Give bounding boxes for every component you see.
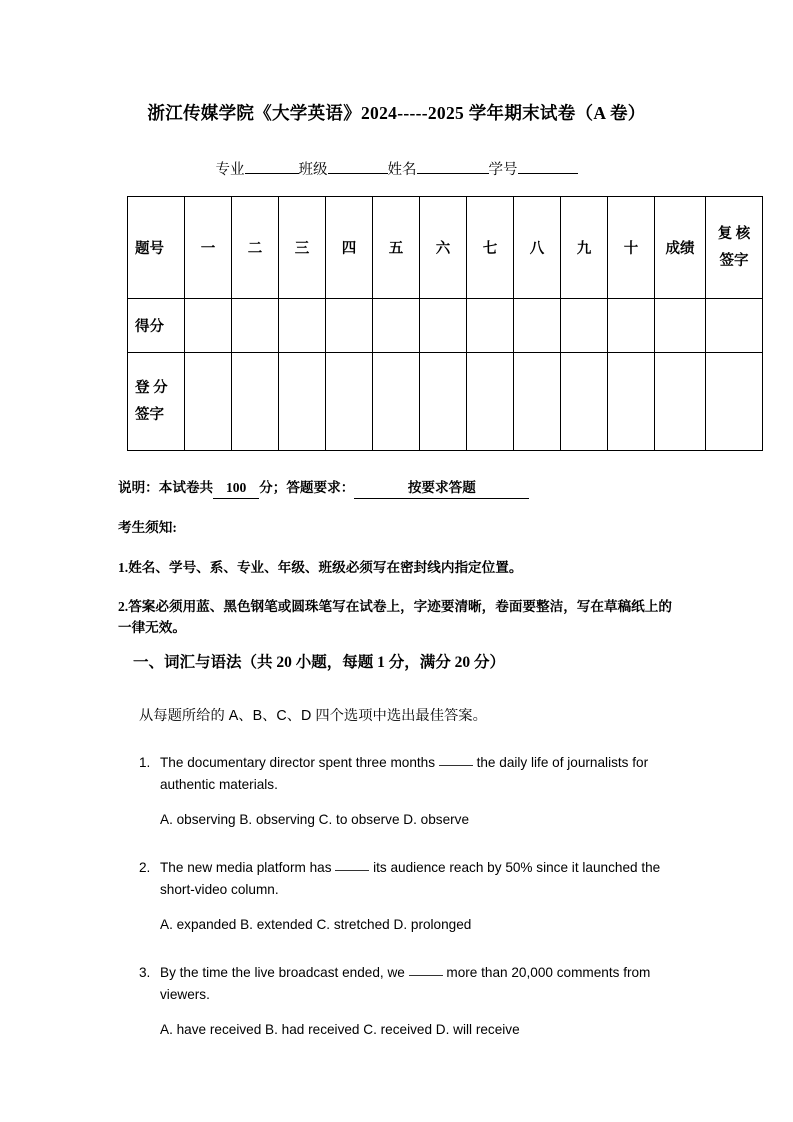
answer-requirement: 按要求答题 bbox=[354, 478, 529, 499]
header-cell-q10: 十 bbox=[608, 197, 655, 299]
section-directive: 从每题所给的 A、B、C、D 四个选项中选出最佳答案。 bbox=[139, 708, 487, 724]
header-cell-q5: 五 bbox=[373, 197, 420, 299]
question-item bbox=[139, 752, 679, 831]
stem-after-blank: more than 20,000 comments from viewers. bbox=[160, 965, 651, 1003]
question-options[interactable]: A. expanded B. extended C. stretched D. prolonged bbox=[160, 917, 472, 933]
section-heading-vocabulary-grammar: 一、词汇与语法（共 20 小题，每题 1 分，满分 20 分） bbox=[133, 654, 506, 671]
notice-item-1: 1.姓名、学号、系、专业、年级、班级必须写在密封线内指定位置。 bbox=[118, 559, 523, 575]
header-cell-q9: 九 bbox=[561, 197, 608, 299]
question-stem bbox=[160, 857, 679, 901]
row-label-score: 得分 bbox=[128, 299, 185, 353]
signature-cell-q9[interactable] bbox=[561, 353, 608, 451]
header-cell-q6: 六 bbox=[420, 197, 467, 299]
score-cell-q8[interactable] bbox=[514, 299, 561, 353]
stem-before-blank: The new media platform has bbox=[160, 860, 336, 876]
signature-cell-q10[interactable] bbox=[608, 353, 655, 451]
score-cell-q7[interactable] bbox=[467, 299, 514, 353]
table-row-header bbox=[128, 197, 763, 299]
blank-student-id[interactable] bbox=[518, 173, 578, 174]
question-item bbox=[139, 857, 679, 936]
header-cell-review-signature bbox=[706, 197, 763, 299]
question-item bbox=[139, 962, 679, 1041]
review-label-line2: 签字 bbox=[719, 252, 749, 269]
header-cell-total: 成绩 bbox=[655, 197, 706, 299]
question-stem bbox=[160, 962, 679, 1006]
score-cell-q5[interactable] bbox=[373, 299, 420, 353]
signature-cell-q2[interactable] bbox=[232, 353, 279, 451]
label-class: 班级 bbox=[298, 162, 328, 178]
signature-cell-total[interactable] bbox=[655, 353, 706, 451]
exam-info-prefix: 说明：本试卷共 bbox=[118, 480, 214, 495]
table-row-signature bbox=[128, 353, 763, 451]
question-number: 3. bbox=[139, 965, 151, 981]
stem-after-blank: its audience reach by 50% since it launched the short-video column. bbox=[160, 860, 661, 898]
review-label-line1: 复 核 bbox=[717, 225, 751, 242]
blank-class[interactable] bbox=[328, 173, 388, 174]
label-major: 专业 bbox=[215, 162, 245, 178]
question-options[interactable]: A. have received B. had received C. received D. will receive bbox=[160, 1022, 520, 1038]
score-cell-q10[interactable] bbox=[608, 299, 655, 353]
question-list bbox=[139, 752, 679, 1041]
answer-blank[interactable] bbox=[409, 975, 443, 976]
score-cell-q9[interactable] bbox=[561, 299, 608, 353]
answer-blank[interactable] bbox=[439, 765, 473, 766]
score-cell-q4[interactable] bbox=[326, 299, 373, 353]
question-options[interactable]: A. observing B. observing C. to observe D. observe bbox=[160, 812, 470, 828]
student-info-line bbox=[0, 158, 793, 179]
stem-after-blank: the daily life of journalists for authentic materials. bbox=[160, 755, 649, 793]
signature-cell-q8[interactable] bbox=[514, 353, 561, 451]
question-stem bbox=[160, 752, 679, 796]
signature-label-line2: 签字 bbox=[135, 406, 164, 423]
signature-cell-q4[interactable] bbox=[326, 353, 373, 451]
exam-info-mid: 分；答题要求： bbox=[259, 480, 355, 495]
blank-major[interactable] bbox=[245, 173, 299, 174]
signature-cell-review[interactable] bbox=[706, 353, 763, 451]
score-cell-q1[interactable] bbox=[185, 299, 232, 353]
stem-before-blank: The documentary director spent three months bbox=[160, 755, 439, 770]
header-cell-q2: 二 bbox=[232, 197, 279, 299]
page-title: 浙江传媒学院《大学英语》2024-----2025 学年期末试卷（A 卷） bbox=[147, 103, 646, 123]
table-row-score bbox=[128, 299, 763, 353]
header-cell-q8: 八 bbox=[514, 197, 561, 299]
header-cell-label: 题号 bbox=[128, 197, 185, 299]
exam-total-points: 100 bbox=[213, 478, 259, 499]
notice-block bbox=[118, 478, 678, 638]
signature-cell-q1[interactable] bbox=[185, 353, 232, 451]
question-number: 1. bbox=[139, 755, 151, 770]
exam-info-line bbox=[118, 478, 678, 499]
question-number: 2. bbox=[139, 860, 151, 876]
signature-cell-q6[interactable] bbox=[420, 353, 467, 451]
score-cell-q3[interactable] bbox=[279, 299, 326, 353]
score-cell-review[interactable] bbox=[706, 299, 763, 353]
score-cell-q6[interactable] bbox=[420, 299, 467, 353]
label-student-id: 学号 bbox=[488, 162, 518, 178]
notice-item-2: 2.答案必须用蓝、黑色钢笔或圆珠笔写在试卷上，字迹要清晰，卷面要整洁，写在草稿纸上的一律无效。 bbox=[118, 599, 672, 635]
header-cell-q1: 一 bbox=[185, 197, 232, 299]
score-cell-q2[interactable] bbox=[232, 299, 279, 353]
row-label-signature bbox=[128, 353, 185, 451]
signature-cell-q5[interactable] bbox=[373, 353, 420, 451]
signature-label-line1: 登 分 bbox=[135, 379, 168, 396]
header-cell-q4: 四 bbox=[326, 197, 373, 299]
header-cell-q3: 三 bbox=[279, 197, 326, 299]
label-name: 姓名 bbox=[387, 162, 417, 178]
answer-blank[interactable] bbox=[335, 870, 369, 871]
blank-name[interactable] bbox=[417, 173, 489, 174]
score-table bbox=[127, 196, 763, 451]
notice-heading: 考生须知: bbox=[118, 520, 177, 536]
score-cell-total[interactable] bbox=[655, 299, 706, 353]
signature-cell-q3[interactable] bbox=[279, 353, 326, 451]
header-cell-q7: 七 bbox=[467, 197, 514, 299]
signature-cell-q7[interactable] bbox=[467, 353, 514, 451]
stem-before-blank: By the time the live broadcast ended, we bbox=[160, 965, 409, 981]
